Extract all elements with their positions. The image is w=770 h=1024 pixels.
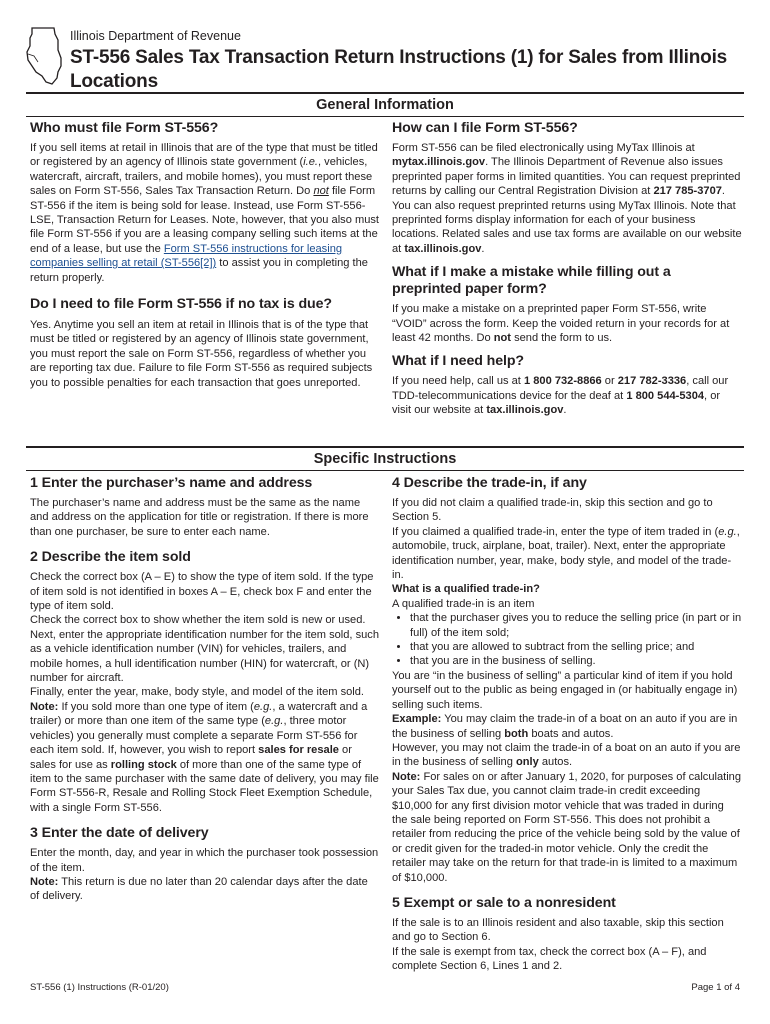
- list-item: • that the purchaser gives you to reduce the selling price (in part or in full) of the item sold;: [410, 611, 742, 640]
- section-4-text-1: If you did not claim a qualified trade-in, skip this section and go to Section 5.: [392, 497, 713, 524]
- section-5-text-2: If the sale is exempt from tax, check the correct box (A – F), and complete Section 6, Lines 1 and 2.: [392, 945, 707, 973]
- section-1-text: The purchaser’s name and address must be the same as the name and address on the application for title or registration. If there is more than one purchaser, be sure to enter each name.: [30, 497, 369, 538]
- who-must-file-text: If you sell items at retail in Illinois that are of the type that must be titled or registered by an agency of Illinois state government (i.e., vehicles, watercraft, aircraft, trailers, and mobile homes), you must report these sales on Form ST-556, Sales Tax Transaction Return. Do not file Form ST-556 if the item is being sold for lease. Instead, use Form ST-556-LSE, Transaction Return for Leases. Note, however, that you also must file Form ST-556 if you are a leasing company selling such items at the end of a lease, but use the Form ST-556 instructions for leasing companies selling at retail (ST-556[2]) to assist you in completing the return properly.: [30, 142, 380, 284]
- page-title: ST-556 Sales Tax Transaction Return Instructions (1) for Sales from Illinois Locations: [70, 47, 728, 92]
- help-text: If you need help, call us at 1 800 732-8866 or 217 782-3336, call our TDD-telecommunications device for the deaf at 1 800 544-5304, or visit our website at tax.illinois.gov.: [392, 375, 729, 417]
- divider-general: [26, 116, 744, 117]
- who-must-file-heading: Who must file Form ST-556?: [30, 120, 219, 136]
- section-3-text: Enter the month, day, and year in which the purchaser took possession of the item.: [30, 847, 379, 874]
- specific-instructions-heading: Specific Instructions: [313, 451, 457, 467]
- divider-top: [26, 92, 744, 94]
- illinois-state-outline-icon: [24, 26, 64, 86]
- section-1-heading: 1 Enter the purchaser’s name and address: [30, 475, 313, 491]
- list-item: • that you are allowed to subtract from the selling price; and: [410, 640, 742, 654]
- qualified-trade-in-intro: A qualified trade-in is an item: [392, 597, 535, 610]
- example-text: Example: You may claim the trade-in of a boat on an auto if you are in the business of selling both boats and autos.: [392, 713, 738, 740]
- help-website-url: tax.illinois.gov: [486, 404, 564, 417]
- mistake-text: If you make a mistake on a preprinted paper Form ST-556, write “VOID” across the form. Keep the voided return in your records for at least 42 months. Do not send the form to us.: [392, 303, 730, 345]
- general-info-heading: General Information: [316, 97, 454, 113]
- section-2-text-3: Next, enter the appropriate identification number for the item sold, such as a vehicle identification number (VIN) for vehicles, trailers, and mobile homes, a hull identification number (HIN) for watercraft, or (N) number for aircraft.: [30, 628, 380, 685]
- form-identifier: ST-556 (1) Instructions (R-01/20): [30, 982, 169, 993]
- mistake-heading: What if I make a mistake while filling out a preprinted paper form?: [392, 264, 671, 298]
- section-2-text-2: Check the correct box to show whether the item sold is new or used.: [30, 614, 366, 627]
- divider-specific-top: [26, 446, 744, 448]
- general-right-column: [392, 120, 742, 418]
- tax-website-url: tax.illinois.gov: [404, 242, 482, 255]
- how-file-text: Form ST-556 can be filed electronically using MyTax Illinois at mytax.illinois.gov. The Illinois Department of Revenue also issues preprinted paper forms in limited quantities. You can request preprinted returns by calling our Central Registration Division at 217 785-3707. You can also request preprinted returns using MyTax Illinois. Note that preprinted forms display information for each of your business locations. Related sales and use tax forms are available on our website at tax.illinois.gov.: [392, 142, 742, 255]
- help-heading: What if I need help?: [392, 353, 524, 370]
- specific-left-column: [30, 475, 380, 904]
- section-5-heading: 5 Exempt or sale to a nonresident: [392, 894, 616, 911]
- no-tax-heading: Do I need to file Form ST-556 if no tax is due?: [30, 296, 332, 313]
- however-text: However, you may not claim the trade-in of a boat on an auto if you are in the business of selling only autos.: [392, 741, 741, 769]
- section-4-text-2: If you claimed a qualified trade-in, enter the type of item traded in (e.g., automobile, truck, airplane, boat, trailer). Next, enter the appropriate identification number, year, make, body style, and model of the trade-in.: [392, 525, 740, 582]
- page-number: Page 1 of 4: [691, 982, 740, 993]
- section-4-heading: 4 Describe the trade-in, if any: [392, 475, 587, 491]
- specific-right-column: [392, 475, 742, 974]
- section-3-heading: 3 Enter the date of delivery: [30, 825, 209, 842]
- how-file-heading: How can I file Form ST-556?: [392, 120, 578, 136]
- no-tax-text: Yes. Anytime you sell an item at retail in Illinois that is of the type that must be titled or registered by an agency of Illinois state government, you must report the sale on Form ST-556, regardless of whether you are reporting tax due. Failure to file Form ST-556 as required subjects you to possible penalties for each transaction that goes unreported.: [30, 319, 373, 389]
- section-3-note: Note: This return is due no later than 20 calendar days after the date of delivery.: [30, 875, 368, 903]
- department-name: Illinois Department of Revenue: [70, 29, 241, 43]
- business-of-selling-text: You are “in the business of selling” a particular kind of item if you hold yourself out to the public as being engaged in (or habitually engage in) selling such items.: [392, 669, 738, 711]
- qualified-trade-in-list: [392, 611, 742, 669]
- section-5-text-1: If the sale is to an Illinois resident and also taxable, skip this section and go to Section 6.: [392, 916, 724, 944]
- section-4-note: Note: For sales on or after January 1, 2020, for purposes of calculating your Sales Tax due, you cannot claim trade-in credit exceeding $10,000 for any first division motor vehicle that was traded in during the sale being reported on Form ST-556. This does not prohibit a retailer from reducing the price of the vehicle being sold by the value of or credit given for the traded-in motor vehicle. Only the credit the retailer may take on the return for that trade-in is limited to a maximum of $10,000.: [392, 770, 742, 884]
- section-2-text-4: Finally, enter the year, make, body style, and model of the item sold.: [30, 686, 365, 699]
- section-2-heading: 2 Describe the item sold: [30, 549, 191, 566]
- mytax-url: mytax.illinois.gov: [392, 156, 486, 169]
- general-left-column: [30, 120, 380, 390]
- section-2-note: Note: If you sold more than one type of item (e.g., a watercraft and a trailer) or more than one item of the same type (e.g., three motor vehicles) you generally must complete a separate Form ST-556 for each item sold. If, however, you wish to report sales for resale or sales for use as rolling stock of more than one of the same type of item to the same purchaser with the same date of delivery, you may file Form ST-556-R, Resale and Rolling Stock Fleet Exemption Schedule, with a single Form ST-556.: [30, 700, 379, 814]
- qualified-trade-in-heading: What is a qualified trade-in?: [392, 583, 540, 596]
- list-item: • that you are in the business of selling.: [410, 654, 742, 668]
- leasing-instructions-link[interactable]: Form ST-556 instructions for leasing companies selling at retail (ST-556[2]): [30, 242, 343, 270]
- divider-specific: [26, 470, 744, 471]
- section-2-text-1: Check the correct box (A – E) to show the type of item sold. If the type of item sold is not identified in boxes A – E, check box F and enter the type of item sold.: [30, 571, 374, 613]
